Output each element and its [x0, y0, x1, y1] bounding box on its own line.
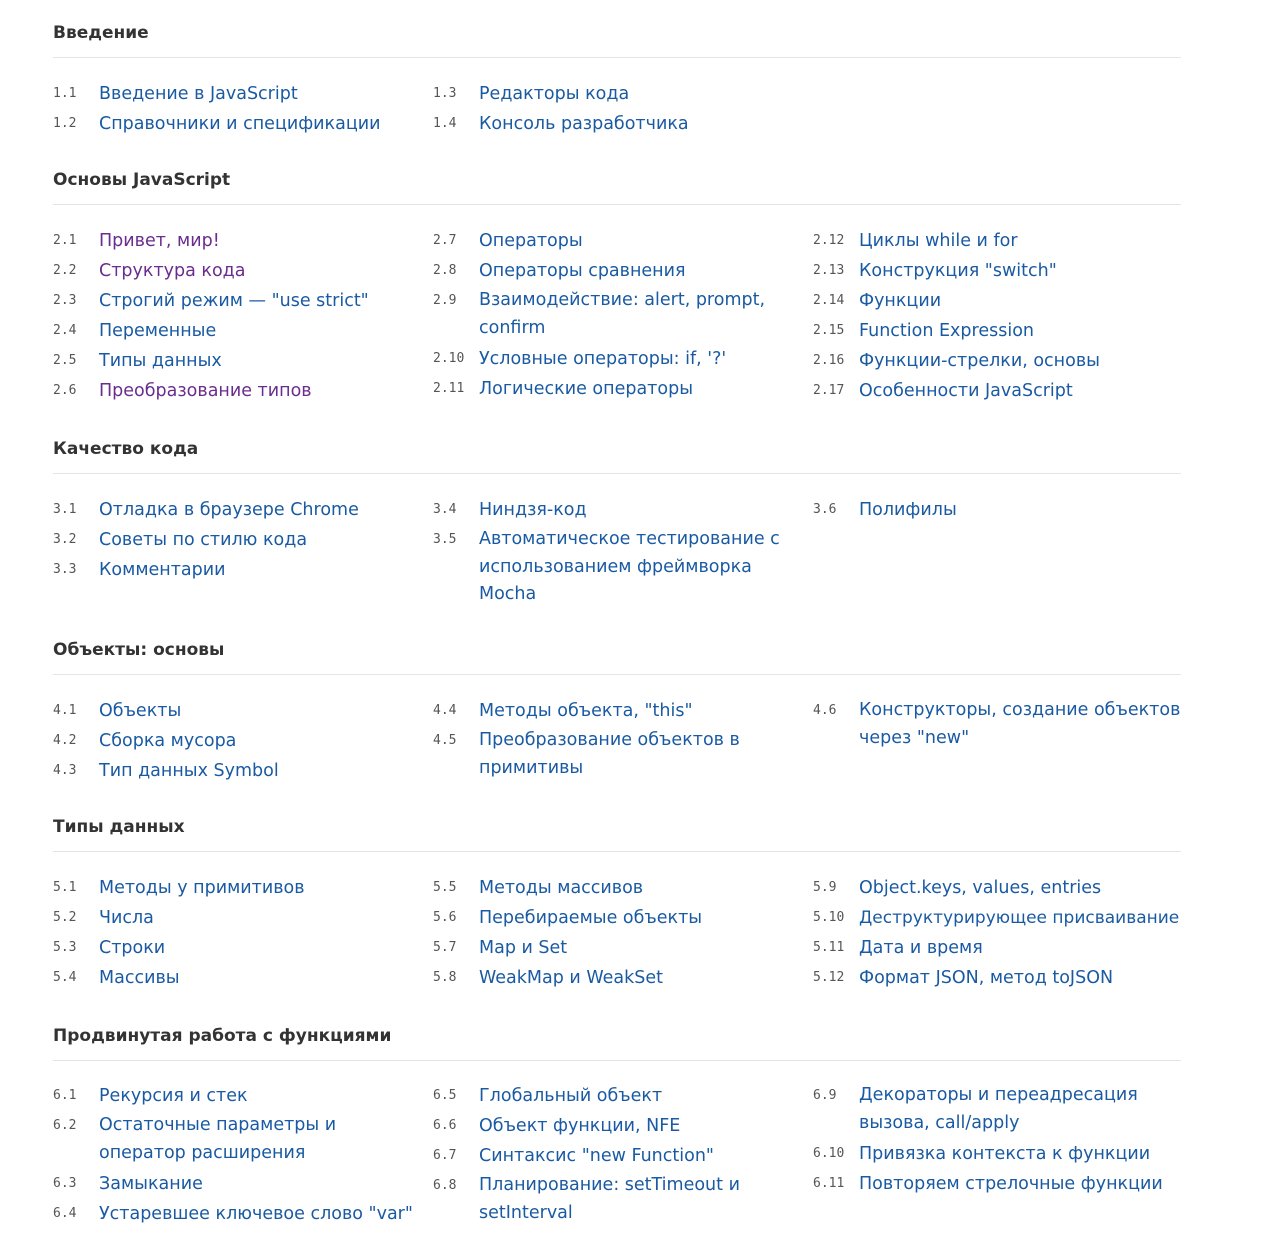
- item-number: 5.2: [53, 910, 77, 925]
- chapter-link[interactable]: Операторы сравнения: [479, 261, 686, 281]
- section-divider: [53, 1060, 1181, 1061]
- item-number: 2.9: [433, 293, 457, 308]
- section-objects-basics: [53, 639, 1181, 781]
- item-number: 6.8: [433, 1178, 457, 1193]
- chapter-link[interactable]: Function Expression: [859, 321, 1034, 341]
- chapter-link[interactable]: Методы объекта, "this": [479, 701, 693, 721]
- list-item: [433, 1171, 805, 1229]
- item-number: 2.4: [53, 323, 77, 338]
- chapter-link[interactable]: Типы данных: [99, 351, 222, 371]
- item-number: 3.1: [53, 502, 77, 517]
- item-number: 2.5: [53, 353, 77, 368]
- chapter-link[interactable]: Циклы while и for: [859, 231, 1018, 251]
- list-item: [813, 316, 1185, 346]
- chapter-link[interactable]: Методы у примитивов: [99, 878, 305, 898]
- column-2: [433, 226, 805, 404]
- chapter-link[interactable]: Объекты: [99, 701, 182, 721]
- chapter-link[interactable]: Редакторы кода: [479, 84, 630, 104]
- item-number: 3.6: [813, 502, 837, 517]
- list-item: [813, 226, 1185, 256]
- item-number: 2.6: [53, 383, 77, 398]
- section-advanced-functions: [53, 1025, 1181, 1224]
- list-item: [53, 525, 425, 555]
- item-number: 5.3: [53, 940, 77, 955]
- item-number: 5.1: [53, 880, 77, 895]
- list-item: [53, 756, 425, 786]
- item-number: 4.1: [53, 703, 77, 718]
- section-divider: [53, 473, 1181, 474]
- item-number: 2.8: [433, 263, 457, 278]
- section-divider: [53, 851, 1181, 852]
- list-item: [53, 226, 425, 256]
- list-item: [433, 109, 805, 139]
- item-number: 3.5: [433, 532, 457, 547]
- section-title: Введение: [53, 23, 149, 43]
- chapter-link[interactable]: Object.keys, values, entries: [859, 878, 1102, 898]
- chapter-link[interactable]: Методы массивов: [479, 878, 644, 898]
- list-item: [433, 1111, 805, 1141]
- item-number: 2.13: [813, 263, 845, 278]
- chapter-link[interactable]: Устаревшее ключевое слово "var": [99, 1203, 413, 1224]
- chapter-link[interactable]: Ниндзя-код: [479, 500, 587, 520]
- item-number: 5.10: [813, 910, 845, 925]
- item-number: 6.9: [813, 1088, 837, 1103]
- item-number: 3.2: [53, 532, 77, 547]
- list-item: [433, 1141, 805, 1171]
- chapter-link[interactable]: Остаточные параметры и оператор расширения: [99, 1115, 337, 1163]
- item-number: 4.5: [433, 733, 457, 748]
- item-number: 2.2: [53, 263, 77, 278]
- section-divider: [53, 57, 1181, 58]
- item-number: 1.3: [433, 86, 457, 101]
- list-item: [813, 256, 1185, 286]
- column-1: [53, 226, 425, 406]
- item-number: 2.17: [813, 383, 845, 398]
- section-introduction: [53, 22, 1181, 134]
- chapter-link[interactable]: Объект функции, NFE: [479, 1116, 681, 1136]
- item-number: 2.1: [53, 233, 77, 248]
- column-1: [53, 1081, 425, 1229]
- chapter-link[interactable]: Массивы: [99, 968, 180, 988]
- list-item: [813, 1139, 1185, 1169]
- list-item: [813, 1169, 1185, 1199]
- list-item: [813, 286, 1185, 316]
- list-item: [53, 109, 425, 139]
- item-number: 3.4: [433, 502, 457, 517]
- item-number: 6.4: [53, 1205, 77, 1221]
- item-number: 5.9: [813, 880, 837, 895]
- list-item: [433, 903, 805, 933]
- list-item: [433, 286, 805, 344]
- chapter-link[interactable]: Деструктурирующее присваивание: [859, 908, 1180, 928]
- list-item: [813, 963, 1185, 993]
- list-item: [53, 963, 425, 993]
- column-3: [813, 495, 1185, 525]
- list-item: [433, 344, 805, 374]
- section-divider: [53, 674, 1181, 675]
- item-number: 6.11: [813, 1175, 845, 1191]
- chapter-link[interactable]: Полифилы: [859, 500, 957, 520]
- chapter-link[interactable]: Привет, мир!: [99, 231, 220, 251]
- chapter-link[interactable]: Конструкция "switch": [859, 261, 1057, 281]
- chapter-link[interactable]: Глобальный объект: [479, 1086, 663, 1106]
- list-item: [53, 873, 425, 903]
- list-item: [433, 726, 805, 784]
- item-number: 2.16: [813, 353, 845, 368]
- column-2: [433, 696, 805, 784]
- list-item: [433, 495, 805, 525]
- section-title: Основы JavaScript: [53, 170, 231, 190]
- item-number: 5.8: [433, 970, 457, 985]
- chapter-link[interactable]: Структура кода: [99, 261, 246, 281]
- item-number: 4.2: [53, 733, 77, 748]
- section-title: Продвинутая работа с функциями: [53, 1026, 392, 1046]
- column-1: [53, 495, 425, 585]
- item-number: 2.15: [813, 323, 845, 338]
- column-3: [813, 226, 1185, 406]
- column-2: [433, 495, 805, 610]
- column-1: [53, 873, 425, 993]
- section-data-types: [53, 816, 1181, 988]
- list-item: [53, 286, 425, 316]
- item-number: 4.3: [53, 763, 77, 778]
- chapter-link[interactable]: Логические операторы: [479, 378, 694, 399]
- item-number: 5.7: [433, 940, 457, 955]
- item-number: 5.12: [813, 970, 845, 985]
- chapter-link[interactable]: Особенности JavaScript: [859, 381, 1073, 401]
- list-item: [813, 376, 1185, 406]
- chapter-link[interactable]: Советы по стилю кода: [99, 530, 308, 550]
- list-item: [813, 495, 1185, 525]
- column-3: [813, 873, 1185, 993]
- list-item: [433, 1081, 805, 1111]
- list-item: [433, 374, 805, 404]
- chapter-link[interactable]: Формат JSON, метод toJSON: [859, 968, 1114, 988]
- list-item: [53, 696, 425, 726]
- list-item: [53, 79, 425, 109]
- list-item: [53, 903, 425, 933]
- item-number: 6.1: [53, 1088, 77, 1103]
- column-3: [813, 1081, 1185, 1199]
- chapter-link[interactable]: Преобразование типов: [99, 381, 312, 401]
- item-number: 6.3: [53, 1175, 77, 1191]
- list-item: [813, 873, 1185, 903]
- list-item: [53, 555, 425, 585]
- chapter-link[interactable]: Введение в JavaScript: [99, 84, 298, 104]
- column-1: [53, 79, 425, 139]
- chapter-link[interactable]: WeakMap и WeakSet: [479, 968, 663, 988]
- chapter-link[interactable]: Функции-стрелки, основы: [859, 351, 1100, 371]
- column-2: [433, 79, 805, 139]
- list-item: [433, 525, 805, 610]
- list-item: [433, 933, 805, 963]
- item-number: 6.5: [433, 1088, 457, 1103]
- item-number: 4.6: [813, 703, 837, 718]
- chapter-link[interactable]: Операторы: [479, 231, 583, 251]
- list-item: [813, 933, 1185, 963]
- chapter-link[interactable]: Повторяем стрелочные функции: [859, 1173, 1163, 1194]
- list-item: [53, 726, 425, 756]
- chapter-link[interactable]: Замыкание: [99, 1173, 203, 1194]
- column-2: [433, 1081, 805, 1229]
- chapter-link[interactable]: Комментарии: [99, 560, 226, 580]
- chapter-link[interactable]: Map и Set: [479, 938, 568, 958]
- chapter-link[interactable]: Тип данных Symbol: [99, 761, 279, 781]
- column-2: [433, 873, 805, 993]
- item-number: 1.4: [433, 116, 457, 131]
- chapter-link[interactable]: Планирование: setTimeout и setInterval: [479, 1175, 740, 1223]
- list-item: [53, 256, 425, 286]
- item-number: 6.7: [433, 1148, 457, 1163]
- chapter-link[interactable]: Справочники и спецификации: [99, 114, 381, 134]
- list-item: [813, 1081, 1185, 1139]
- chapter-link[interactable]: Отладка в браузере Chrome: [99, 500, 359, 520]
- section-title: Объекты: основы: [53, 640, 225, 660]
- section-javascript-fundamentals: [53, 169, 1181, 401]
- section-title: Качество кода: [53, 439, 199, 459]
- item-number: 5.4: [53, 970, 77, 985]
- chapter-link[interactable]: Преобразование объектов в примитивы: [479, 730, 740, 778]
- chapter-link[interactable]: Строки: [99, 938, 166, 958]
- chapter-link[interactable]: Автоматическое тестирование с использованием фреймворка Mocha: [479, 529, 780, 604]
- section-title: Типы данных: [53, 817, 185, 837]
- item-number: 2.14: [813, 293, 845, 308]
- item-number: 2.12: [813, 233, 845, 248]
- list-item: [53, 495, 425, 525]
- item-number: 6.6: [433, 1118, 457, 1133]
- chapter-link[interactable]: Рекурсия и стек: [99, 1086, 248, 1106]
- chapter-link[interactable]: Строгий режим — "use strict": [99, 291, 369, 311]
- item-number: 6.10: [813, 1145, 845, 1161]
- list-item: [53, 316, 425, 346]
- list-item: [53, 1169, 425, 1199]
- item-number: 2.10: [433, 350, 465, 366]
- item-number: 5.6: [433, 910, 457, 925]
- section-divider: [53, 204, 1181, 205]
- list-item: [53, 346, 425, 376]
- chapter-link[interactable]: Переменные: [99, 321, 217, 341]
- chapter-link[interactable]: Перебираемые объекты: [479, 908, 703, 928]
- chapter-link[interactable]: Конструкторы, создание объектов через "new": [859, 700, 1181, 748]
- list-item: [433, 696, 805, 726]
- column-3: [813, 696, 1185, 754]
- chapter-link[interactable]: Привязка контекста к функции: [859, 1143, 1151, 1164]
- chapter-link[interactable]: Взаимодействие: alert, prompt, confirm: [479, 290, 766, 338]
- item-number: 2.11: [433, 380, 465, 396]
- section-code-quality: [53, 438, 1181, 604]
- item-number: 1.2: [53, 116, 77, 131]
- list-item: [813, 346, 1185, 376]
- item-number: 5.11: [813, 940, 845, 955]
- chapter-link[interactable]: Дата и время: [859, 938, 983, 958]
- list-item: [433, 256, 805, 286]
- item-number: 3.3: [53, 562, 77, 577]
- chapter-link[interactable]: Сборка мусора: [99, 731, 237, 751]
- item-number: 1.1: [53, 86, 77, 101]
- chapter-link[interactable]: Числа: [99, 908, 154, 928]
- chapter-link[interactable]: Синтаксис "new Function": [479, 1146, 714, 1166]
- list-item: [433, 963, 805, 993]
- list-item: [813, 696, 1185, 754]
- list-item: [53, 376, 425, 406]
- list-item: [53, 1111, 425, 1169]
- item-number: 4.4: [433, 703, 457, 718]
- chapter-link[interactable]: Условные операторы: if, '?': [479, 348, 727, 369]
- item-number: 6.2: [53, 1118, 77, 1133]
- list-item: [433, 79, 805, 109]
- list-item: [433, 873, 805, 903]
- column-1: [53, 696, 425, 786]
- item-number: 2.7: [433, 233, 457, 248]
- chapter-link[interactable]: Консоль разработчика: [479, 114, 689, 134]
- list-item: [433, 226, 805, 256]
- item-number: 2.3: [53, 293, 77, 308]
- list-item: [53, 1081, 425, 1111]
- item-number: 5.5: [433, 880, 457, 895]
- chapter-link[interactable]: Функции: [859, 291, 942, 311]
- list-item: [53, 1199, 425, 1229]
- chapter-link[interactable]: Декораторы и переадресация вызова, call/apply: [859, 1085, 1138, 1133]
- list-item: [813, 903, 1185, 933]
- list-item: [53, 933, 425, 963]
